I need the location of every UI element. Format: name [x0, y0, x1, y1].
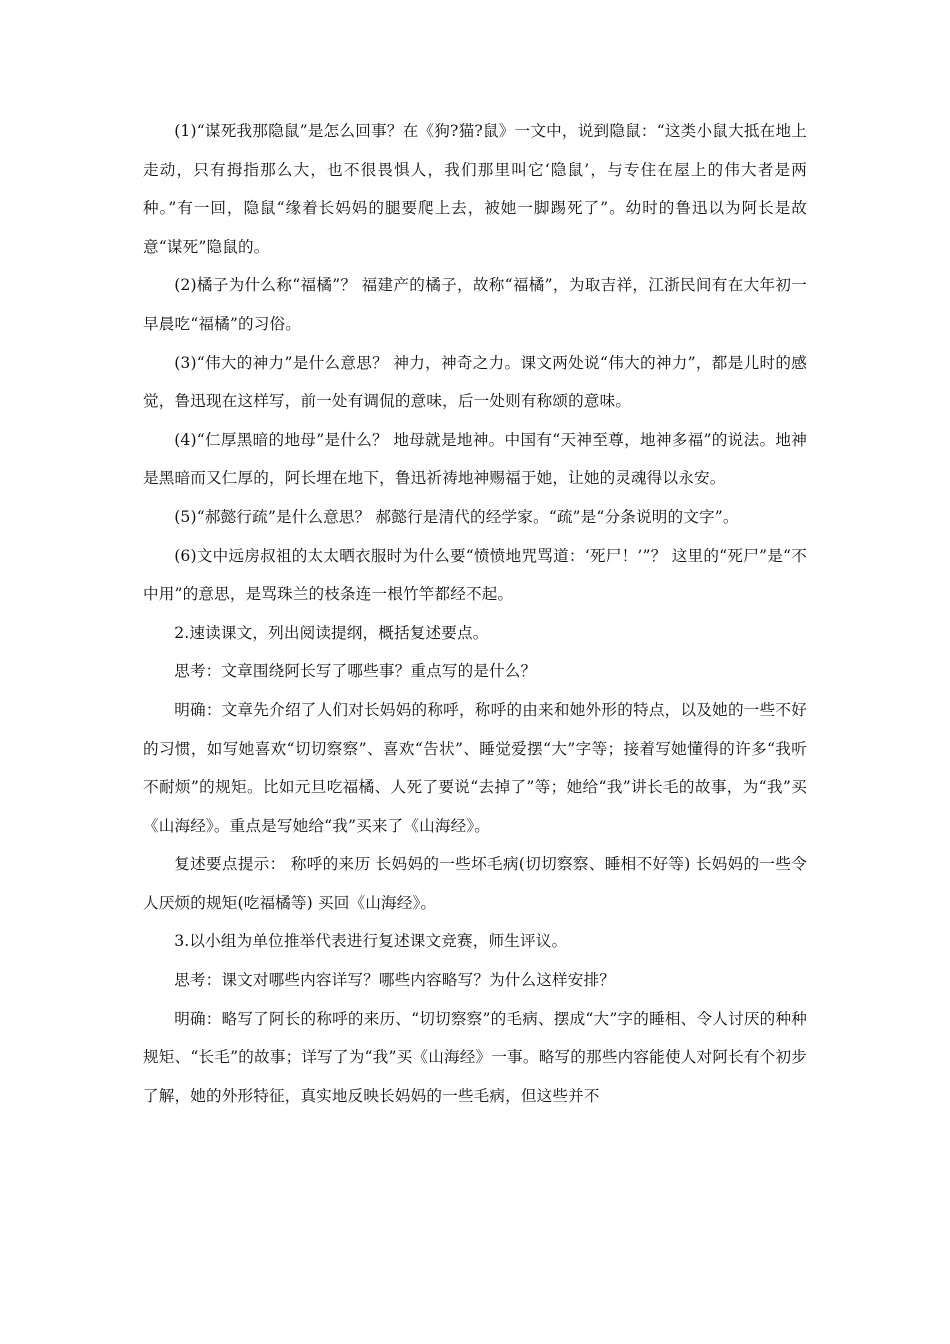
paragraph-task-3: 3.以小组为单位推举代表进行复述课文竞赛，师生评议。 [174, 932, 568, 951]
paragraph-answer-2: 明确：文章先介绍了人们对长妈妈的称呼，称呼的由来和她外形的特点，以及她的一些不好的习惯，如写她喜欢“切切察察”、喜欢“告状”、睡觉爱摆“大”字等；接着写她懂得的许多“我听不耐烦”的规矩。比如元旦吃福橘、人死了要说“去掉了”等；她给“我”讲长毛的故事，为“我”买《山海经》。重点是写她给“我”买来了《山海经》。 [143, 700, 807, 835]
document-page [143, 112, 807, 1115]
paragraph-answer-3: 明确：略写了阿长的称呼的来历、“切切察察”的毛病、摆成“大”字的睡相、令人讨厌的种种规矩、“长毛”的故事；详写了为“我”买《山海经》一事。略写的那些内容能使人对阿长有个初步了解，她的外形特征，真实地反映长妈妈的一些毛病，但这些并不 [143, 1009, 807, 1105]
paragraph-note-5: (5)“郝懿行疏”是什么意思？ 郝懿行是清代的经学家。“疏”是“分条说明的文字”。 [174, 507, 739, 526]
paragraph-note-2: (2)橘子为什么称“福橘”？ 福建产的橘子，故称“福橘”，为取吉祥，江浙民间有在大年初一早晨吃“福橘”的习俗。 [143, 276, 807, 333]
paragraph-note-1: (1)“谋死我那隐鼠”是怎么回事？在《狗?猫?鼠》一文中，说到隐鼠：“这类小鼠大抵在地上走动，只有拇指那么大，也不很畏惧人，我们那里叫它‘隐鼠’，与专住在屋上的伟大者是两种。”有一回，隐鼠“缘着长妈妈的腿要爬上去，被她一脚踢死了”。幼时的鲁迅以为阿长是故意“谋死”隐鼠的。 [143, 122, 807, 256]
paragraph-note-3: (3)“伟大的神力”是什么意思？ 神力，神奇之力。课文两处说“伟大的神力”，都是儿时的感觉，鲁迅现在这样写，前一处有调侃的意味，后一处则有称颂的意味。 [143, 353, 807, 411]
paragraph-note-6: (6)文中远房叔祖的太太晒衣服时为什么要“愤愤地咒骂道：‘死尸！’”？ 这里的“死尸”是“不中用”的意思，是骂珠兰的枝条连一根竹竿都经不起。 [143, 546, 807, 604]
paragraph-note-4: (4)“仁厚黑暗的地母”是什么？ 地母就是地神。中国有“天神至尊，地神多福”的说法。地神是黑暗而又仁厚的，阿长埋在地下，鲁迅祈祷地神赐福于她，让她的灵魂得以永安。 [143, 430, 807, 488]
paragraph-question-2: 思考：文章围绕阿长写了哪些事？重点写的是什么？ [174, 662, 537, 681]
paragraph-question-3: 思考：课文对哪些内容详写？哪些内容略写？为什么这样安排？ [174, 971, 616, 990]
paragraph-task-2: 2.速读课文，列出阅读提纲，概括复述要点。 [174, 623, 489, 642]
paragraph-retell-tips: 复述要点提示： 称呼的来历 长妈妈的一些坏毛病(切切察察、睡相不好等) 长妈妈的一些令人厌烦的规矩(吃福橘等) 买回《山海经》。 [143, 855, 807, 912]
